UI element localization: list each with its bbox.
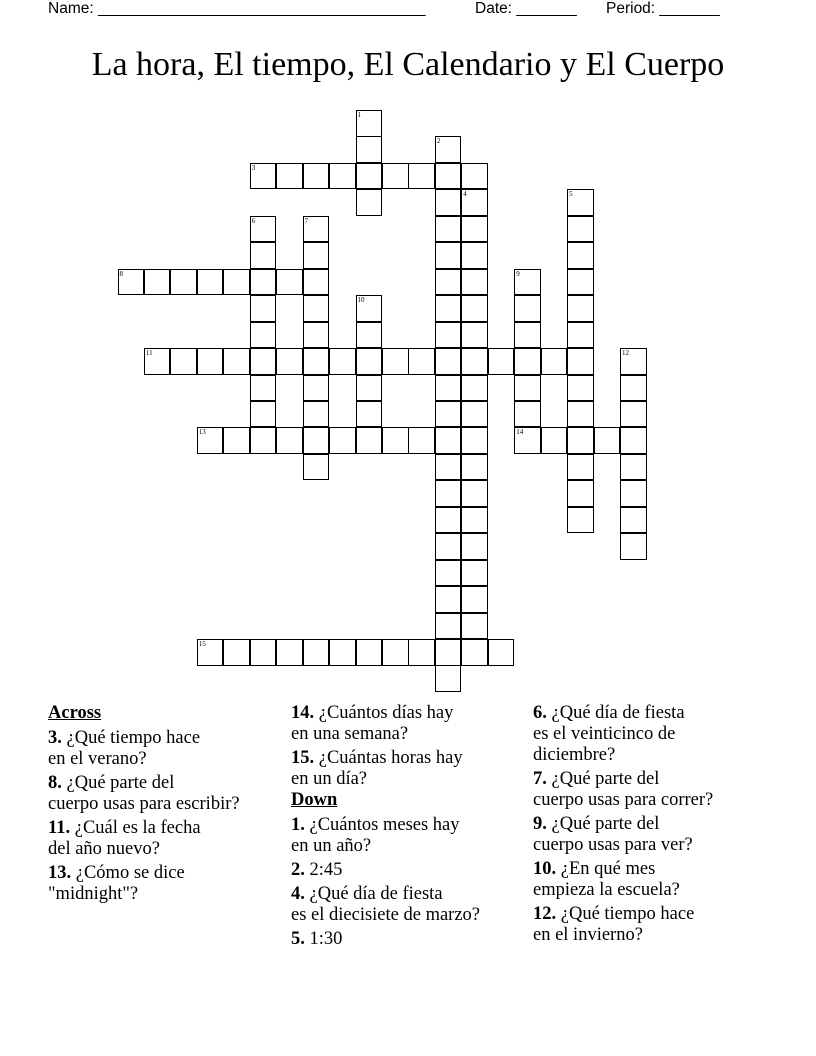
grid-cell[interactable] (356, 375, 383, 402)
grid-cell[interactable] (435, 375, 462, 402)
grid-cell[interactable] (567, 189, 594, 216)
grid-cell[interactable] (356, 427, 383, 454)
period-field-label[interactable]: Period: _______ (606, 0, 720, 17)
grid-cell[interactable] (514, 322, 541, 349)
grid-cell[interactable] (567, 348, 594, 375)
grid-cell[interactable] (276, 163, 303, 190)
clue-number: 15 (198, 640, 206, 648)
grid-cell[interactable] (567, 322, 594, 349)
grid-cell[interactable] (303, 348, 330, 375)
grid-cell[interactable] (303, 454, 330, 481)
grid-cell[interactable] (303, 163, 330, 190)
grid-cell[interactable] (461, 295, 488, 322)
grid-cell[interactable] (435, 427, 462, 454)
grid-cell[interactable] (303, 639, 330, 666)
grid-cell[interactable] (382, 163, 409, 190)
grid-cell[interactable] (250, 163, 277, 190)
grid-cell[interactable] (303, 269, 330, 296)
clue-number: 13 (198, 428, 206, 437)
grid-cell[interactable] (329, 427, 356, 454)
clue-down-6: 6. ¿Qué día de fiesta es el veinticinco de diciembre? (533, 703, 685, 765)
grid-cell[interactable] (356, 322, 383, 349)
grid-cell[interactable] (514, 427, 541, 454)
grid-cell[interactable] (514, 269, 541, 296)
grid-cell[interactable] (514, 375, 541, 402)
clue-number: 11 (145, 349, 153, 357)
grid-cell[interactable] (223, 639, 250, 666)
grid-cell[interactable] (567, 375, 594, 402)
grid-cell[interactable] (435, 216, 462, 243)
grid-cell[interactable] (435, 613, 462, 640)
clue-number: 7 (304, 216, 309, 225)
grid-cell[interactable] (276, 427, 303, 454)
grid-cell[interactable] (461, 322, 488, 349)
grid-cell[interactable] (514, 401, 541, 428)
grid-cell[interactable] (435, 322, 462, 349)
clue-across-15: 15. ¿Cuántas horas hay en un día? (291, 748, 463, 789)
clue-column-1 (48, 703, 293, 908)
clue-number: 3 (251, 163, 256, 172)
grid-cell[interactable] (250, 295, 277, 322)
page-title: La hora, El tiempo, El Calendario y El Cuerpo (91, 46, 725, 83)
grid-cell[interactable] (594, 427, 621, 454)
clue-number: 12 (622, 349, 629, 357)
clue-down-2: 2. 2:45 (291, 860, 343, 880)
grid-cell[interactable] (223, 269, 250, 296)
clue-across-13: 13. ¿Cómo se dice "midnight"? (48, 863, 185, 904)
grid-cell[interactable] (567, 427, 594, 454)
grid-cell[interactable] (250, 242, 277, 269)
grid-cell[interactable] (435, 348, 462, 375)
grid-cell[interactable] (620, 480, 647, 507)
grid-cell[interactable] (461, 189, 488, 216)
grid-cell[interactable] (329, 348, 356, 375)
clue-number: 2 (436, 137, 441, 146)
grid-cell[interactable] (567, 454, 594, 481)
grid-cell[interactable] (567, 242, 594, 269)
grid-cell[interactable] (461, 480, 488, 507)
clue-down-4: 4. ¿Qué día de fiesta es el diecisiete de marzo? (291, 884, 481, 925)
grid-cell[interactable] (356, 295, 383, 322)
grid-cell[interactable] (144, 269, 171, 296)
grid-cell[interactable] (461, 348, 488, 375)
grid-cell[interactable] (620, 401, 647, 428)
grid-cell[interactable] (356, 401, 383, 428)
grid-cell[interactable] (276, 269, 303, 296)
grid-cell[interactable] (435, 586, 462, 613)
grid-cell[interactable] (514, 348, 541, 375)
grid-cell[interactable] (408, 639, 435, 666)
grid-cell[interactable] (250, 375, 277, 402)
grid-cell[interactable] (197, 427, 224, 454)
grid-cell[interactable] (435, 507, 462, 534)
grid-cell[interactable] (435, 163, 462, 190)
grid-cell[interactable] (435, 401, 462, 428)
grid-cell[interactable] (435, 665, 462, 692)
clue-down-1: 1. ¿Cuántos meses hay en un año? (291, 815, 460, 856)
grid-cell[interactable] (356, 163, 383, 190)
grid-cell[interactable] (435, 560, 462, 587)
grid-cell[interactable] (461, 427, 488, 454)
grid-cell[interactable] (620, 427, 647, 454)
grid-cell[interactable] (382, 348, 409, 375)
grid-cell[interactable] (435, 189, 462, 216)
grid-cell[interactable] (382, 427, 409, 454)
grid-cell[interactable] (461, 533, 488, 560)
clue-number: 14 (516, 428, 524, 437)
grid-cell[interactable] (435, 533, 462, 560)
grid-cell[interactable] (461, 586, 488, 613)
grid-cell[interactable] (620, 454, 647, 481)
clue-down-7: 7. ¿Qué parte del cuerpo usas para correr? (533, 769, 714, 810)
grid-cell[interactable] (223, 348, 250, 375)
grid-cell[interactable] (620, 533, 647, 560)
down-heading: Down (291, 790, 338, 810)
clue-down-9: 9. ¿Qué parte del cuerpo usas para ver? (533, 814, 693, 855)
grid-cell[interactable] (567, 480, 594, 507)
grid-cell[interactable] (541, 348, 568, 375)
grid-cell[interactable] (461, 454, 488, 481)
grid-cell[interactable] (514, 295, 541, 322)
grid-cell[interactable] (303, 322, 330, 349)
clue-across-3: 3. ¿Qué tiempo hace en el verano? (48, 728, 201, 769)
grid-cell[interactable] (461, 242, 488, 269)
clue-number: 8 (119, 269, 123, 278)
grid-cell[interactable] (461, 613, 488, 640)
grid-cell[interactable] (356, 639, 383, 666)
grid-cell[interactable] (488, 348, 515, 375)
grid-cell[interactable] (567, 269, 594, 296)
clue-number: 6 (251, 216, 256, 225)
grid-cell[interactable] (461, 401, 488, 428)
clue-number: 4 (463, 190, 467, 199)
grid-cell[interactable] (408, 348, 435, 375)
clue-down-5: 5. 1:30 (291, 929, 343, 949)
grid-cell[interactable] (408, 163, 435, 190)
grid-cell[interactable] (356, 348, 383, 375)
grid-cell[interactable] (620, 507, 647, 534)
grid-cell[interactable] (303, 295, 330, 322)
grid-cell[interactable] (170, 348, 197, 375)
grid-cell[interactable] (356, 110, 383, 137)
clue-column-2 (291, 703, 536, 953)
grid-cell[interactable] (356, 136, 383, 163)
grid-cell[interactable] (197, 269, 224, 296)
grid-cell[interactable] (382, 639, 409, 666)
grid-cell[interactable] (303, 375, 330, 402)
grid-cell[interactable] (250, 427, 277, 454)
grid-cell[interactable] (144, 348, 171, 375)
grid-cell[interactable] (620, 375, 647, 402)
name-field-label[interactable]: Name: ______________________________________ (48, 0, 426, 17)
grid-cell[interactable] (250, 401, 277, 428)
across-heading: Across (48, 703, 102, 723)
grid-cell[interactable] (461, 163, 488, 190)
grid-cell[interactable] (250, 216, 277, 243)
grid-cell[interactable] (435, 136, 462, 163)
clue-across-8: 8. ¿Qué parte del cuerpo usas para escribir? (48, 773, 240, 814)
grid-cell[interactable] (461, 269, 488, 296)
grid-cell[interactable] (118, 269, 145, 296)
grid-cell[interactable] (250, 639, 277, 666)
grid-cell[interactable] (408, 427, 435, 454)
grid-cell[interactable] (276, 639, 303, 666)
grid-cell[interactable] (461, 216, 488, 243)
date-field-label[interactable]: Date: _______ (475, 0, 577, 17)
grid-cell[interactable] (329, 639, 356, 666)
clue-across-14: 14. ¿Cuántos días hay en una semana? (291, 703, 454, 744)
grid-cell[interactable] (567, 401, 594, 428)
grid-cell[interactable] (250, 269, 277, 296)
grid-cell[interactable] (541, 427, 568, 454)
grid-cell[interactable] (329, 163, 356, 190)
grid-cell[interactable] (170, 269, 197, 296)
clue-across-11: 11. ¿Cuál es la fecha del año nuevo? (48, 818, 201, 859)
grid-cell[interactable] (303, 401, 330, 428)
grid-cell[interactable] (435, 242, 462, 269)
clue-number: 1 (357, 111, 361, 119)
grid-cell[interactable] (356, 189, 383, 216)
clue-number: 9 (516, 269, 520, 278)
grid-cell[interactable] (435, 269, 462, 296)
grid-cell[interactable] (303, 427, 330, 454)
grid-cell[interactable] (567, 216, 594, 243)
grid-cell[interactable] (197, 639, 224, 666)
grid-cell[interactable] (303, 242, 330, 269)
grid-cell[interactable] (435, 295, 462, 322)
grid-cell[interactable] (197, 348, 224, 375)
grid-cell[interactable] (461, 507, 488, 534)
grid-cell[interactable] (620, 348, 647, 375)
grid-cell[interactable] (461, 639, 488, 666)
grid-cell[interactable] (567, 295, 594, 322)
grid-cell[interactable] (461, 560, 488, 587)
grid-cell[interactable] (488, 639, 515, 666)
grid-cell[interactable] (223, 427, 250, 454)
grid-cell[interactable] (303, 216, 330, 243)
grid-cell[interactable] (276, 348, 303, 375)
grid-cell[interactable] (435, 639, 462, 666)
clue-down-12: 12. ¿Qué tiempo hace en el invierno? (533, 904, 695, 945)
clue-number: 5 (569, 190, 573, 199)
clue-down-10: 10. ¿En qué mes empieza la escuela? (533, 859, 680, 900)
grid-cell[interactable] (250, 322, 277, 349)
grid-cell[interactable] (435, 454, 462, 481)
clue-column-3 (533, 703, 793, 949)
grid-cell[interactable] (250, 348, 277, 375)
clue-number: 10 (357, 296, 365, 305)
grid-cell[interactable] (461, 375, 488, 402)
grid-cell[interactable] (435, 480, 462, 507)
grid-cell[interactable] (567, 507, 594, 534)
